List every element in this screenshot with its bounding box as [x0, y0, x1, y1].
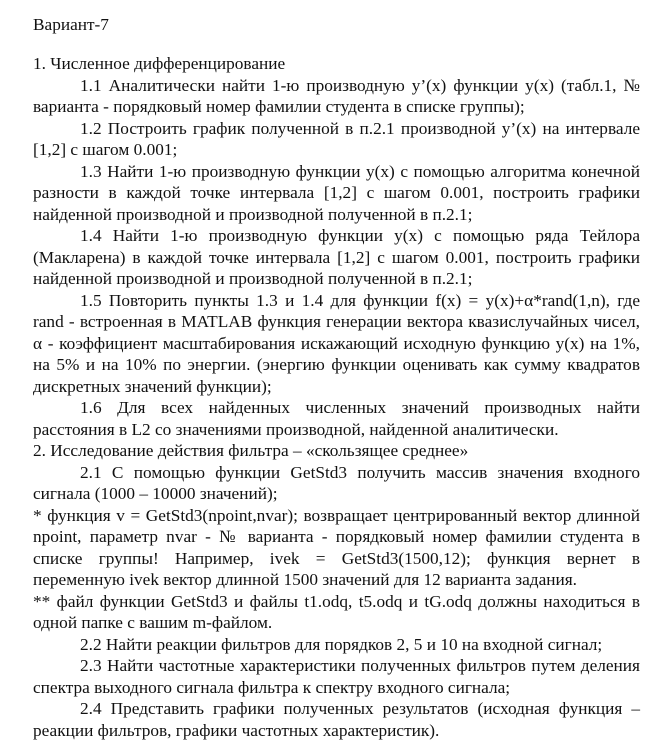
- item-2-3: 2.3 Найти частотные характеристики полученных фильтров путем деления спектра выходного сигнала фильтра к спектру входного сигнала;: [33, 656, 640, 697]
- variant-title: Вариант-7: [33, 15, 109, 34]
- item-2-1: 2.1 С помощью функции GetStd3 получить массив значения входного сигнала (1000 – 10000 значений);: [33, 462, 640, 503]
- item-1-3: 1.3 Найти 1-ю производную функции y(x) с помощью алгоритма конечной разности в каждой точке интервала [1,2] с шагом 0.001, построить графики найденной производной и производной полученной в п.2.1;: [33, 161, 640, 224]
- section-2-heading: 2. Исследование действия фильтра – «скользящее среднее»: [33, 441, 469, 460]
- item-2-2: 2.2 Найти реакции фильтров для порядков 2, 5 и 10 на входной сигнал;: [80, 634, 603, 654]
- document-page: [33, 14, 640, 741]
- footnote-1: * функция v = GetStd3(npoint,nvar); возвращает центрированный вектор длинной npoint, параметр nvar - № варианта - порядковый номер фамилии студента в списке группы! Например, ivek = GetStd3(1500,12); функция вернет в переменную ivek вектор длинной 1500 значений для 12 варианта задания.: [33, 505, 640, 589]
- item-1-5: 1.5 Повторить пункты 1.3 и 1.4 для функции f(x) = y(x)+α*rand(1,n), где rand - встроенная в MATLAB функция генерации вектора квазислучайных чисел, α - коэффициент масштабирования искажающий исходную функцию y(x) на 1%, на 5% и на 10% по энергии. (энергию функции оценивать как сумму квадратов дискретных значений функции);: [33, 290, 640, 396]
- item-1-4: 1.4 Найти 1-ю производную функции y(x) с помощью ряда Тейлора (Макларена) в каждой точке интервала [1,2] с шагом 0.001, построить графики найденной производной и производной полученной в п.2.1;: [33, 226, 640, 288]
- footnote-2: ** файл функции GetStd3 и файлы t1.odq, t5.odq и tG.odq должны находиться в одной папке с вашим m-файлом.: [33, 591, 640, 632]
- item-2-4: 2.4 Представить графики полученных результатов (исходная функция – реакции фильтров, графики частотных характеристик).: [33, 699, 640, 740]
- section-1-heading: 1. Численное дифференцирование: [33, 54, 286, 73]
- item-1-2: 1.2 Построить график полученной в п.2.1 производной y’(x) на интервале [1,2] с шагом 0.001;: [33, 118, 640, 159]
- item-1-1: 1.1 Аналитически найти 1-ю производную y’(x) функции y(x) (табл.1, № варианта - порядковый номер фамилии студента в списке группы);: [33, 75, 640, 116]
- item-1-6: 1.6 Для всех найденных численных значений производных найти расстояния в L2 со значениями производной, найденной аналитически.: [33, 398, 640, 439]
